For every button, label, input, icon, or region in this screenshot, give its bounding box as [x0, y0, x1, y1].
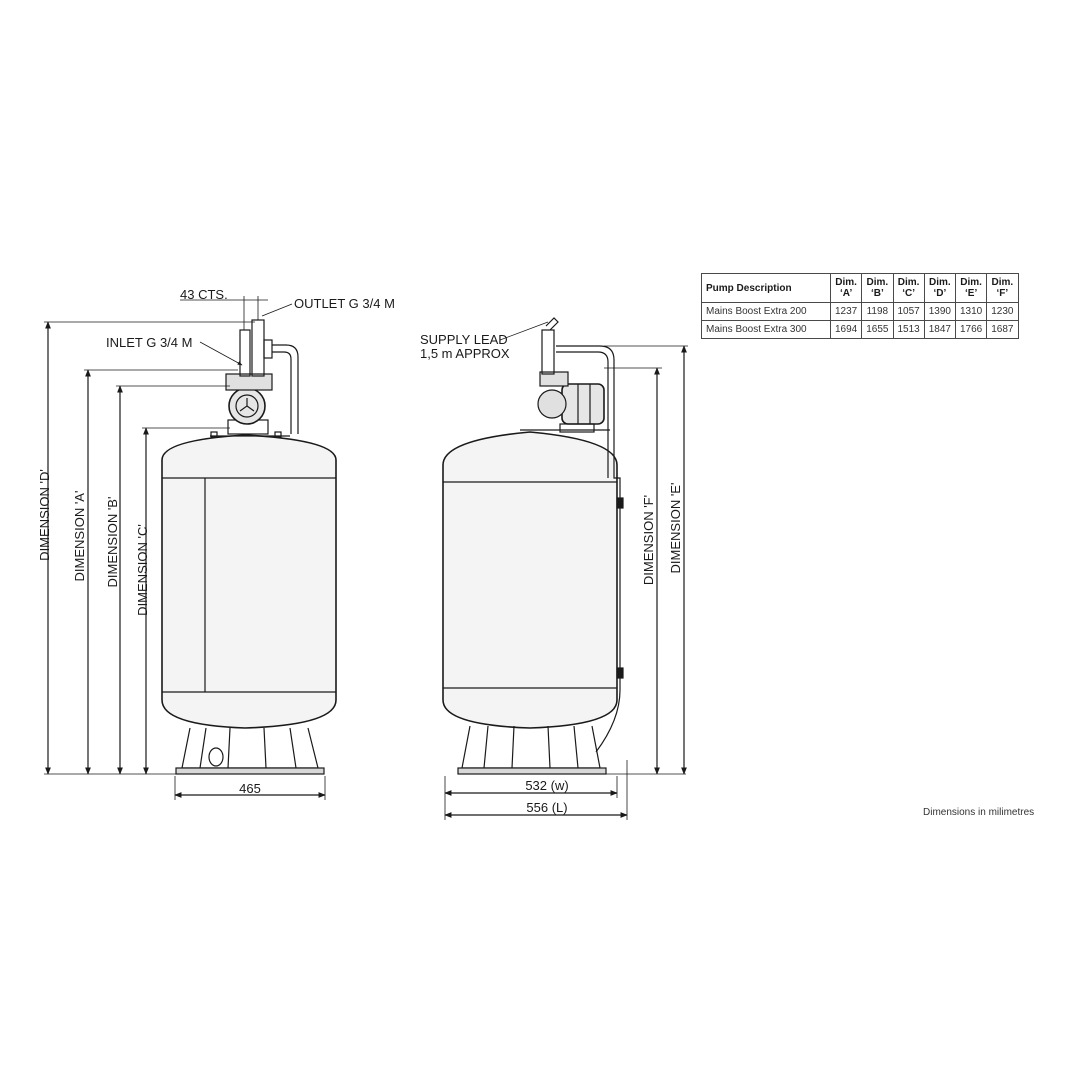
- cell-value: 1198: [862, 303, 893, 321]
- row-name: Mains Boost Extra 200: [702, 303, 831, 321]
- cts-label: 43 CTS.: [180, 287, 228, 302]
- inlet-label: INLET G 3/4 M: [106, 335, 193, 350]
- cell-value: 1390: [924, 303, 955, 321]
- left-tank: [162, 435, 336, 728]
- cell-value: 1237: [831, 303, 862, 321]
- header-dim-d: Dim. ‘D’: [924, 274, 955, 303]
- dimension-e-label: DIMENSION 'E': [668, 482, 683, 574]
- supply-approx-label: 1,5 m APPROX: [420, 346, 510, 361]
- cell-value: 1655: [862, 321, 893, 339]
- dimension-b-label: DIMENSION 'B': [105, 496, 120, 588]
- cell-value: 1766: [956, 321, 987, 339]
- right-stand: [458, 726, 606, 774]
- dimension-c-label: DIMENSION 'C': [135, 524, 150, 616]
- cell-value: 1310: [956, 303, 987, 321]
- header-pump-description: Pump Description: [702, 274, 831, 303]
- table-row: [702, 303, 1019, 321]
- cell-value: 1687: [987, 321, 1018, 339]
- length-l-label: 556 (L): [526, 800, 568, 815]
- right-tank: [443, 432, 617, 728]
- header-dim-a: Dim. ‘A’: [831, 274, 862, 303]
- cell-value: 1057: [893, 303, 924, 321]
- dimension-a-label: DIMENSION 'A': [72, 490, 87, 582]
- dimension-d-label: DIMENSION 'D': [37, 469, 52, 561]
- header-dim-b: Dim. ‘B’: [862, 274, 893, 303]
- units-note: Dimensions in milimetres: [923, 807, 1035, 818]
- cell-value: 1230: [987, 303, 1018, 321]
- cell-value: 1847: [924, 321, 955, 339]
- row-name: Mains Boost Extra 300: [702, 321, 831, 339]
- width-465-label: 465: [239, 781, 261, 796]
- left-stand: [176, 728, 324, 774]
- table-header-row: [702, 274, 1019, 303]
- left-pump: [226, 320, 298, 434]
- supply-lead-label: SUPPLY LEAD: [420, 332, 508, 347]
- width-w-label: 532 (w): [525, 778, 569, 793]
- left-view: [44, 296, 336, 800]
- cell-value: 1694: [831, 321, 862, 339]
- dimensions-table: [701, 273, 1019, 339]
- header-dim-e: Dim. ‘E’: [956, 274, 987, 303]
- table-row: [702, 321, 1019, 339]
- header-dim-f: Dim. ‘F’: [987, 274, 1018, 303]
- outlet-label: OUTLET G 3/4 M: [294, 296, 395, 311]
- header-dim-c: Dim. ‘C’: [893, 274, 924, 303]
- dimension-f-label: DIMENSION 'F': [641, 494, 656, 586]
- cell-value: 1513: [893, 321, 924, 339]
